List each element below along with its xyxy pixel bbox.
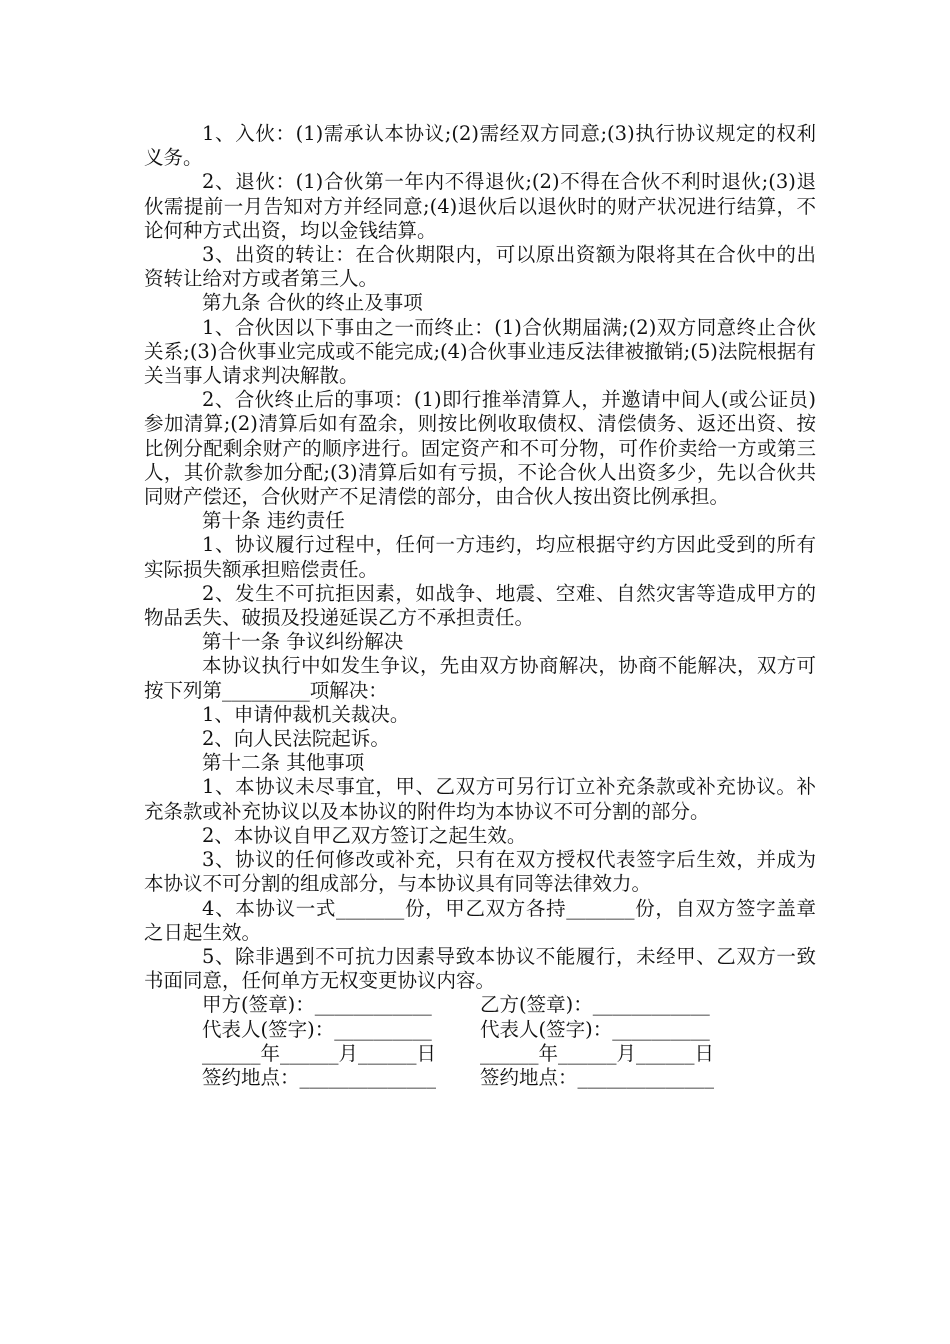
clause-admission: 1、入伙：(1)需承认本协议;(2)需经双方同意;(3)执行协议规定的权利义务。 bbox=[144, 122, 816, 170]
party-b-representative-field: 代表人(签字)：__________ bbox=[480, 1017, 710, 1041]
party-a-seal-field: 甲方(签章)：____________ bbox=[202, 993, 432, 1017]
party-b-seal-field: 乙方(签章)：____________ bbox=[480, 993, 710, 1017]
clause-force-majeure: 2、发生不可抗拒因素，如战争、地震、空难、自然灾害等造成甲方的物品丢失、破损及投递延误乙方不承担责任。 bbox=[144, 581, 816, 630]
article-12-heading: 第十二条 其他事项 bbox=[202, 751, 365, 775]
dispute-option-court: 2、向人民法院起诉。 bbox=[202, 727, 390, 751]
clause-capital-transfer: 3、出资的转让：在合伙期限内，可以原出资额为限将其在合伙中的出资转让给对方或者第三人。 bbox=[144, 243, 816, 291]
signature-row-date bbox=[202, 1042, 816, 1066]
party-a-place-field: 签约地点：______________ bbox=[202, 1065, 437, 1089]
party-b-place-field: 签约地点：______________ bbox=[480, 1065, 715, 1089]
article-11-heading: 第十一条 争议纠纷解决 bbox=[202, 630, 404, 654]
clause-copies: 4、本协议一式_______份，甲乙双方各持_______份，自双方签字盖章之日起生效。 bbox=[144, 896, 816, 944]
clause-amendment: 3、协议的任何修改或补充，只有在双方授权代表签字后生效，并成为本协议不可分割的组成部分，与本协议具有同等法律效力。 bbox=[144, 848, 816, 896]
dispute-option-arbitration: 1、申请仲裁机关裁决。 bbox=[202, 702, 410, 726]
clause-breach-liability: 1、协议履行过程中，任何一方违约，均应根据守约方因此受到的所有实际损失额承担赔偿责任。 bbox=[144, 533, 816, 581]
clause-effective: 2、本协议自甲乙双方签订之起生效。 bbox=[202, 823, 527, 847]
clause-supplementary: 1、本协议未尽事宜，甲、乙双方可另行订立补充条款或补充协议。补充条款或补充协议以及本协议的附件均为本协议不可分割的部分。 bbox=[144, 775, 816, 823]
clause-termination-matters: 2、合伙终止后的事项：(1)即行推举清算人，并邀请中间人(或公证员)参加清算;(2)清算后如有盈余，则按比例收取债权、清偿债务、返还出资、按比例分配剩余财产的顺序进行。固定资产和不可分物，可作价卖给一方或第三人，其价款参加分配;(3)清算后如有亏损，不论合伙人出资多少，先以合伙共同财产偿还，合伙财产不足清偿的部分，由合伙人按出资比例承担。 bbox=[144, 388, 816, 509]
clause-dispute-resolution: 本协议执行中如发生争议，先由双方协商解决，协商不能解决，双方可按下列第_________项解决： bbox=[144, 654, 816, 702]
clause-withdrawal: 2、退伙：(1)合伙第一年内不得退伙;(2)不得在合伙不利时退伙;(3)退伙需提前一月告知对方并经同意;(4)退伙后以退伙时的财产状况进行结算，不论何种方式出资，均以金钱结算。 bbox=[144, 170, 816, 242]
article-9-heading: 第九条 合伙的终止及事项 bbox=[202, 291, 423, 315]
signature-row-representative bbox=[202, 1018, 816, 1042]
party-a-representative-field: 代表人(签字)：__________ bbox=[202, 1017, 432, 1041]
clause-termination-causes: 1、合伙因以下事由之一而终止：(1)合伙期届满;(2)双方同意终止合伙关系;(3)合伙事业完成或不能完成;(4)合伙事业违反法律被撤销;(5)法院根据有关当事人请求判决解散。 bbox=[144, 315, 816, 388]
signature-row-place bbox=[202, 1066, 816, 1090]
party-a-date-field: ______年______月______日 bbox=[202, 1041, 437, 1065]
document-page bbox=[144, 122, 816, 1090]
article-10-heading: 第十条 违约责任 bbox=[202, 509, 345, 533]
signature-row-seal bbox=[202, 993, 816, 1017]
clause-no-unilateral-change: 5、除非遇到不可抗力因素导致本协议不能履行，未经甲、乙双方一致书面同意，任何单方无权变更协议内容。 bbox=[144, 944, 816, 993]
party-b-date-field: ______年______月______日 bbox=[480, 1041, 715, 1065]
